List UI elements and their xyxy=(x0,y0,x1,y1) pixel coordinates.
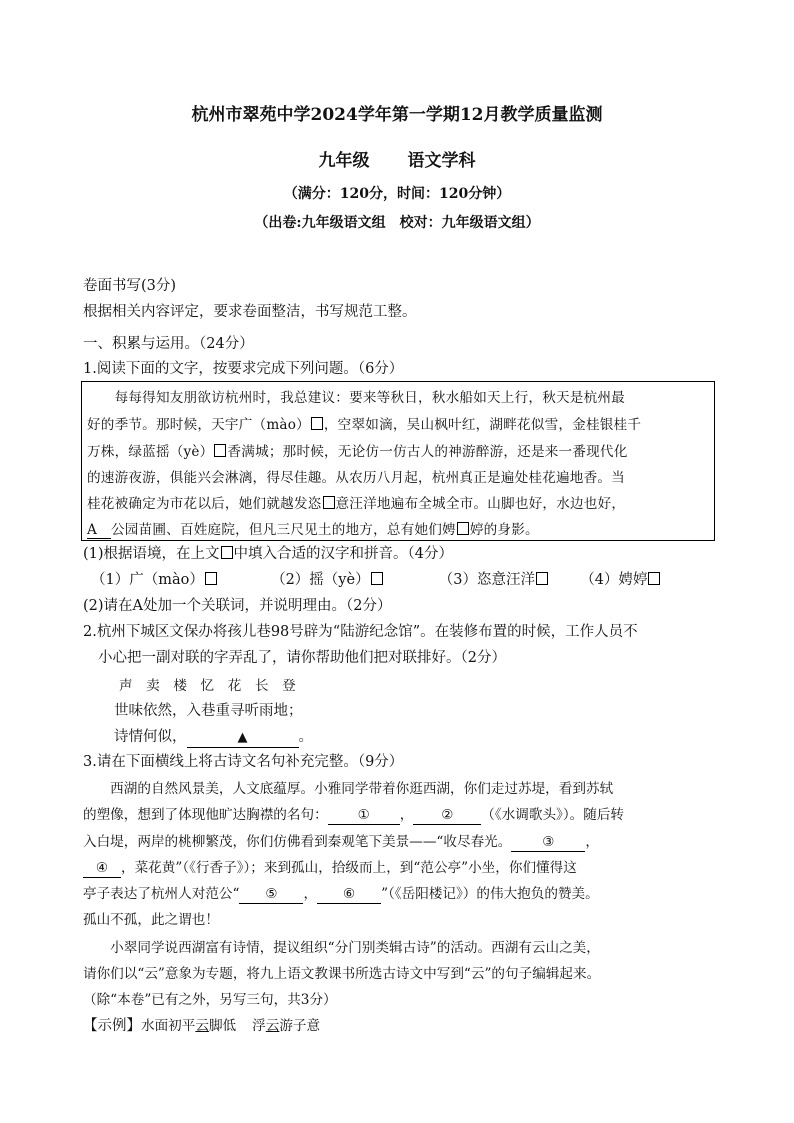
subject-label: 语文学科 xyxy=(407,151,476,171)
blank-2[interactable]: ② xyxy=(413,806,481,825)
q3-para2-line: 请你们以“云”意象为专题，将九上语文教课书所选古诗文中写到“云”的句子编辑起来。 xyxy=(83,966,601,982)
exam-title: 杭州市翠苑中学2024学年第一学期12月教学质量监测 xyxy=(191,105,603,125)
option-3: （3）恣意汪洋 xyxy=(439,572,549,588)
example-line: 【示例】水面初平云脚低 浮云游子意 xyxy=(83,1018,321,1034)
option-1: （1）广（mào） xyxy=(91,572,218,588)
blank-1[interactable]: ① xyxy=(328,806,400,825)
answer-box[interactable] xyxy=(371,572,383,585)
couplet-line-2: 诗情何似， ▲ 。 xyxy=(114,728,313,748)
passage-line: 好的季节。那时候，天宇广（mào） ，空翠如滴，吴山枫叶红，湖畔花似雪，金桂银桂千 xyxy=(87,417,642,433)
answer-box[interactable] xyxy=(536,572,548,585)
q2-chars: 声 卖 楼 忆 花 长 登 xyxy=(119,678,296,694)
q1-options xyxy=(91,571,661,589)
q1-stem: 1.阅读下面的文字，按要求完成下列问题。（6分） xyxy=(83,361,404,377)
q3-para-line: 西湖的自然风景美，人文底蕴厚。小雅同学带着你逛西湖，你们走过苏堤，看到苏轼 xyxy=(83,781,614,797)
q3-para-line: ④ ，菜花黄”（《行香子》）；来到孤山，拾级而上，到“范公亭”小坐，你们懂得这 xyxy=(83,859,577,878)
q1-sub1: (1)根据语境，在上文 中填入合适的汉字和拼音。（4分） xyxy=(83,546,454,562)
section-1-heading: 一、积累与运用。（24分） xyxy=(83,336,254,352)
passage-line: 的速游夜游，俱能兴会淋漓，得尽佳趣。从农历八月起，杭州真正是遍处桂花遍地香。当 xyxy=(87,470,625,486)
blank-3[interactable]: ③ xyxy=(511,833,585,852)
q3-para-line: 亭子表达了杭州人对范公“ ⑤ ， ⑥ ”（《岳阳楼记》）的伟大抱负的赞美。 xyxy=(83,886,599,902)
grade-subject xyxy=(0,146,794,171)
blank-box[interactable] xyxy=(311,417,323,430)
q3-para-line: 孤山不孤，此之谓也！ xyxy=(83,912,219,928)
passage-line: A 公园苗圃、百姓庭院，但凡三尺见土的地方，总有她们娉 婷的身影。 xyxy=(87,522,539,538)
q3-para-line: 入白堤，两岸的桃柳繁茂，你们仿佛看到秦观笔下美景——“收尽春光。 ③ ， xyxy=(83,834,599,850)
example-label: 【示例】 xyxy=(83,1018,141,1034)
score-time: （满分：120分，时间：120分钟） xyxy=(283,186,511,202)
q3-para-line: 的塑像，想到了体现他旷达胸襟的名句： ① ， ② （《水调歌头》）。随后转 xyxy=(83,807,625,823)
q3-stem: 3.请在下面横线上将古诗文名句补充完整。（9分） xyxy=(83,754,404,770)
handwriting-desc: 根据相关内容评定，要求卷面整洁，书写规范工整。 xyxy=(83,304,417,320)
couplet-blank[interactable]: ▲ xyxy=(187,728,299,748)
blank-a[interactable]: A xyxy=(87,522,111,539)
passage-line: 万株，绿蓝摇（yè） 香满城；那时候，无论仿一仿古人的神游醉游，还是来一番现代化 xyxy=(87,444,628,460)
option-4: （4）娉婷 xyxy=(580,572,661,588)
q1-sub2: (2)请在A处加一个关联词，并说明理由。（2分） xyxy=(83,598,392,614)
handwriting-title: 卷面书写(3分) xyxy=(83,278,177,294)
blank-4[interactable]: ④ xyxy=(83,859,121,878)
q2-stem-1: 2.杭州下城区文保办将孩儿巷98号辟为“陆游纪念馆”。在装修布置的时候，工作人员不 xyxy=(83,624,638,640)
authors: （出卷:九年级语文组 校对：九年级语文组） xyxy=(254,215,540,231)
couplet-line-1: 世味依然，入巷重寻听雨地； xyxy=(114,703,303,719)
q3-para2-line: 小翠同学说西湖富有诗情，提议组织“分门别类辑古诗”的活动。西湖有云山之美， xyxy=(83,940,600,956)
grade-label: 九年级 xyxy=(318,151,370,171)
blank-6[interactable]: ⑥ xyxy=(317,885,381,904)
blank-box[interactable] xyxy=(323,496,335,509)
blank-box[interactable] xyxy=(214,444,226,457)
answer-box[interactable] xyxy=(648,572,660,585)
box-icon xyxy=(221,546,233,559)
q3-para2-line: （除“本卷”已有之外，另写三句，共3分） xyxy=(83,992,337,1008)
option-2: （2）摇（yè） xyxy=(271,572,384,588)
q2-stem-2: 小心把一副对联的字弄乱了，请你帮助他们把对联排好。（2分） xyxy=(98,650,506,666)
q1-passage-box xyxy=(81,381,715,541)
passage-line: 桂花被确定为市花以后，她们就越发恣 意汪洋地遍布全城全市。山脚也好，水边也好， xyxy=(87,496,626,512)
passage-line: 每每得知友朋欲访杭州时，我总建议：要来等秋日，秋水船如天上行，秋天是杭州最 xyxy=(87,390,625,406)
blank-box[interactable] xyxy=(457,522,469,535)
answer-box[interactable] xyxy=(205,572,217,585)
blank-5[interactable]: ⑤ xyxy=(239,885,303,904)
